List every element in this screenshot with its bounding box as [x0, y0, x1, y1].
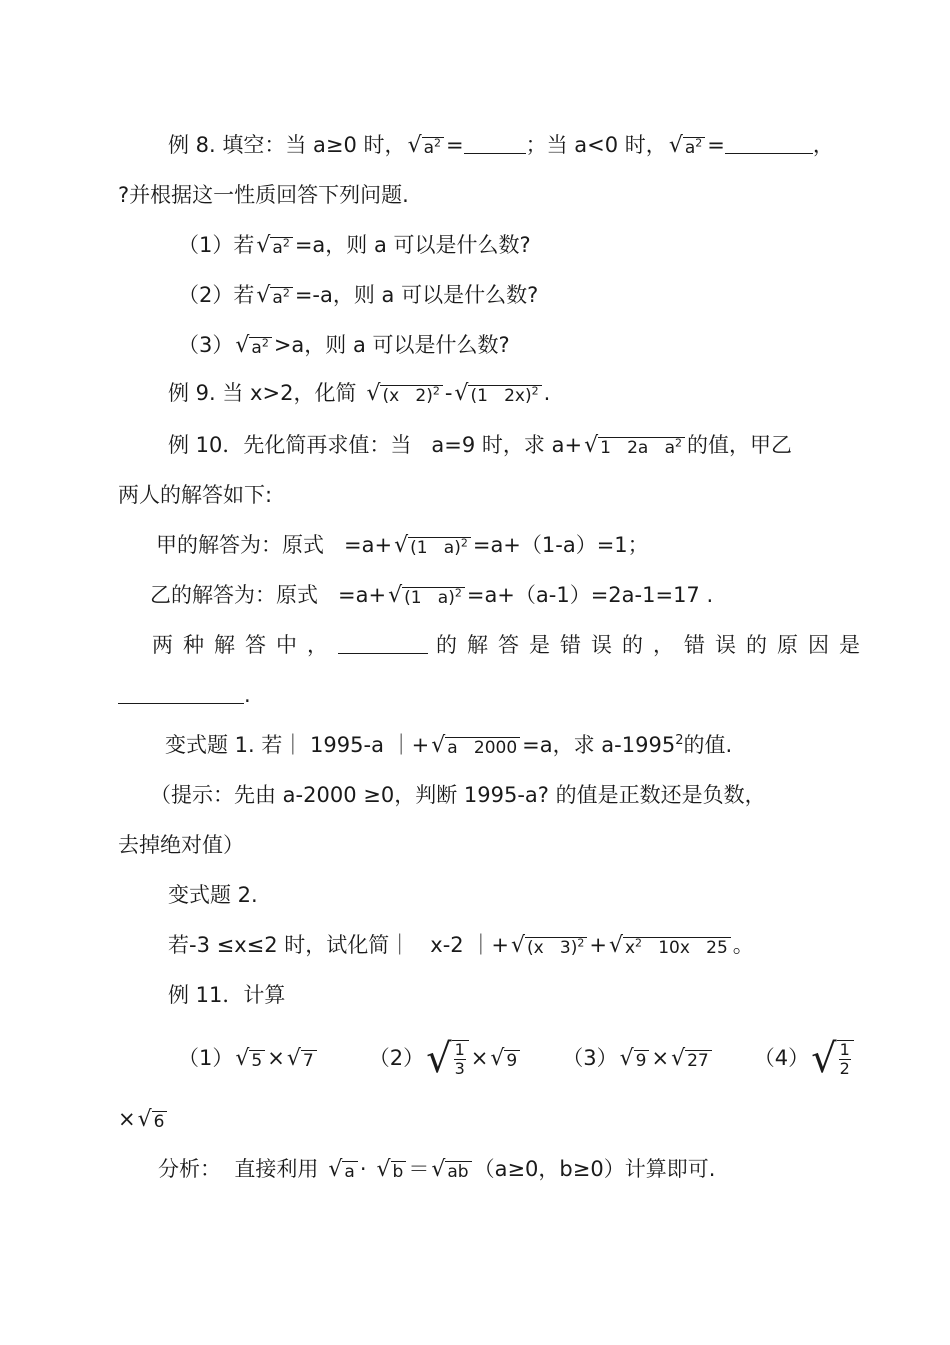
sqrt-icon: √ b	[377, 1159, 407, 1182]
sqrt-icon: √ ab	[431, 1159, 471, 1182]
blank-1	[464, 133, 526, 154]
jia-answer: 甲的解答为：原式 =a+ √ (1 a)$^2$ =a+（1-a）=1；	[156, 532, 649, 558]
ex8-q3: （3） √ $a^2$ >a，则 a 可以是什么数?	[178, 332, 510, 358]
sqrt-icon: √ 7	[287, 1048, 317, 1071]
var2-title: 变式题 2.	[168, 883, 258, 907]
ex10-question: 两种解答中， 的解答是错误的，错误的原因是	[152, 633, 870, 657]
sqrt-icon: √ 6	[138, 1109, 168, 1132]
ex9-line: 例 9. 当 x>2，化简 √ (x 2)$^2$ - √ (1 2x)$^2$ .	[168, 380, 551, 406]
ex8-lead: 例 8. 填空：当 a≥0 时，	[168, 133, 406, 157]
ex11-items: （1） √ 5 × √ 7 （2） √ $\frac{1}{3}$ × √ 9 （3） √ 9 × √ 27 （4） √ $\frac{1}{2}$	[178, 1036, 856, 1081]
ex8-line1: 例 8. 填空：当 a≥0 时， √ $a^2$ = ；当 a<0 时， √ $a^2$ = ，	[168, 132, 834, 158]
sqrt-icon: √ (1 a)$^2$	[394, 535, 471, 558]
sqrt-icon: √ 9	[620, 1048, 650, 1071]
sqrt-icon: √ (x 2)$^2$	[366, 383, 442, 406]
ex8-line2: ?并根据这一性质回答下列问题.	[118, 183, 409, 207]
ex11-title: 例 11．计算	[168, 983, 286, 1007]
blank-3	[338, 633, 428, 654]
sqrt-fraction-icon: √ $\frac{1}{3}$	[426, 1037, 469, 1081]
blank-4	[118, 683, 244, 704]
ex11-analysis: 分析： 直接利用 √ a · √ b ＝ √ ab （a≥0，b≥0）计算即可.	[158, 1156, 716, 1182]
sqrt-icon: √ 9	[490, 1048, 520, 1071]
var1-line: 变式题 1. 若｜ 1995-a ｜+ √ a 2000 =a，求 a-1995$^2$的值.	[165, 732, 733, 758]
sqrt-icon: √ 1 2a $a^2$	[584, 435, 685, 458]
sqrt-icon: √ a	[328, 1159, 357, 1182]
sqrt-icon: √ (1 a)$^2$	[388, 585, 465, 608]
ex11-item4-cont: × √ 6	[118, 1104, 169, 1134]
sqrt-icon: √ 5	[235, 1048, 265, 1071]
sqrt-icon: √ 27	[671, 1048, 712, 1071]
sqrt-icon: √ $x^2$ 10x 25	[609, 935, 731, 958]
blank-2	[725, 133, 813, 154]
sqrt-icon: √ (1 2x)$^2$	[454, 383, 541, 406]
sqrt-icon: √ (x 3)$^2$	[511, 935, 587, 958]
var1-hint1: （提示：先由 a-2000 ≥0，判断 1995-a? 的值是正数还是负数，	[150, 783, 766, 807]
sqrt-a-squared-2: √ $a^2$	[669, 135, 705, 158]
ex8-mid: ；当 a<0 时，	[525, 133, 667, 157]
sqrt-icon: √ $a^2$	[235, 335, 271, 358]
sqrt-icon: √ a 2000	[431, 735, 520, 758]
sqrt-a-squared: √ $a^2$	[408, 135, 444, 158]
ex8-q1: （1）若 √ $a^2$ =a，则 a 可以是什么数?	[178, 232, 531, 258]
yi-answer: 乙的解答为：原式 =a+ √ (1 a)$^2$ =a+（a-1）=2a-1=17 .	[150, 582, 714, 608]
ex10-line2: 两人的解答如下:	[118, 483, 273, 507]
sqrt-fraction-icon: √ $\frac{1}{2}$	[811, 1037, 854, 1081]
var1-hint2: 去掉绝对值）	[118, 833, 244, 857]
ex10-line1: 例 10．先化简再求值：当 a=9 时，求 a+ √ 1 2a $a^2$ 的值，甲乙	[168, 432, 792, 458]
var2-line: 若-3 ≤x≤2 时，试化简｜ x-2 ｜+ √ (x 3)$^2$ + √ $x^2$ 10x 25 。	[168, 932, 754, 958]
ex8-q2: （2）若 √ $a^2$ =-a，则 a 可以是什么数?	[178, 282, 539, 308]
sqrt-icon: √ $a^2$	[256, 235, 292, 258]
ex10-question-end: .	[118, 680, 251, 710]
sqrt-icon: √ $a^2$	[256, 285, 292, 308]
